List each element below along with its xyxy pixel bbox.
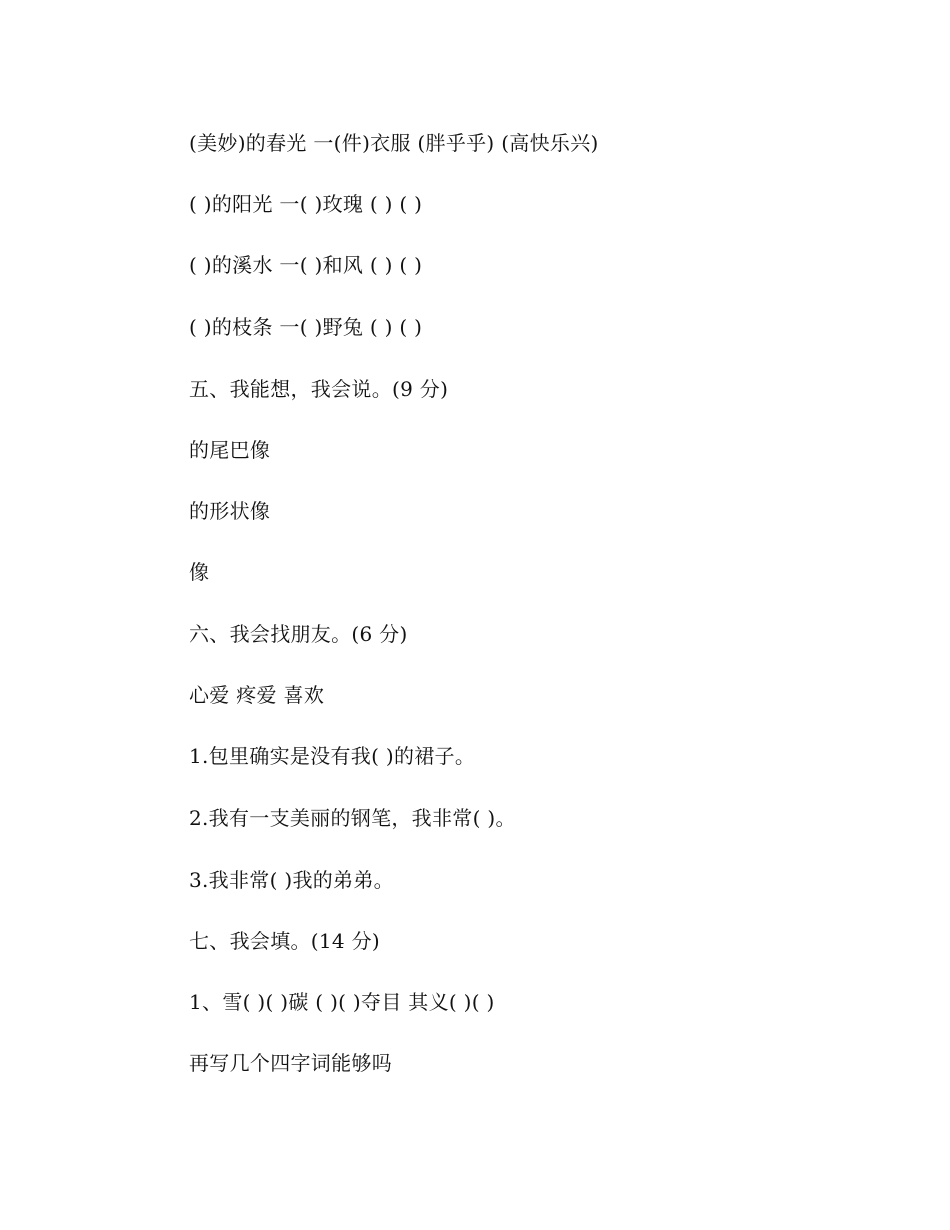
question-1: 1.包里确实是没有我( )的裙子。 <box>189 744 476 768</box>
prompt-tail-like: 的尾巴像 <box>189 438 271 462</box>
section-heading-6: 六、我会找朋友。(6 分) <box>189 622 408 646</box>
exercise-row-4: ( )的枝条 一( )野兔 ( ) ( ) <box>189 315 423 339</box>
prompt-shape-like: 的形状像 <box>189 499 271 523</box>
section-heading-5: 五、我能想，我会说。(9 分) <box>189 377 449 401</box>
prompt-like: 像 <box>189 560 210 584</box>
section-heading-7: 七、我会填。(14 分) <box>189 929 381 953</box>
fill-in-row: 1、雪( )( )碳 ( )( )夺目 其义( )( ) <box>189 990 495 1014</box>
exercise-row-3: ( )的溪水 一( )和风 ( ) ( ) <box>189 253 423 277</box>
exercise-row-2: ( )的阳光 一( )玫瑰 ( ) ( ) <box>189 192 423 216</box>
question-3: 3.我非常( )我的弟弟。 <box>189 868 394 892</box>
word-bank: 心爱 疼爱 喜欢 <box>189 683 325 707</box>
exercise-row-1: (美妙)的春光 一(件)衣服 (胖乎乎) (高快乐兴) <box>189 131 599 155</box>
question-2: 2.我有一支美丽的钢笔，我非常( )。 <box>189 806 516 830</box>
instruction-line: 再写几个四字词能够吗 <box>189 1051 392 1075</box>
